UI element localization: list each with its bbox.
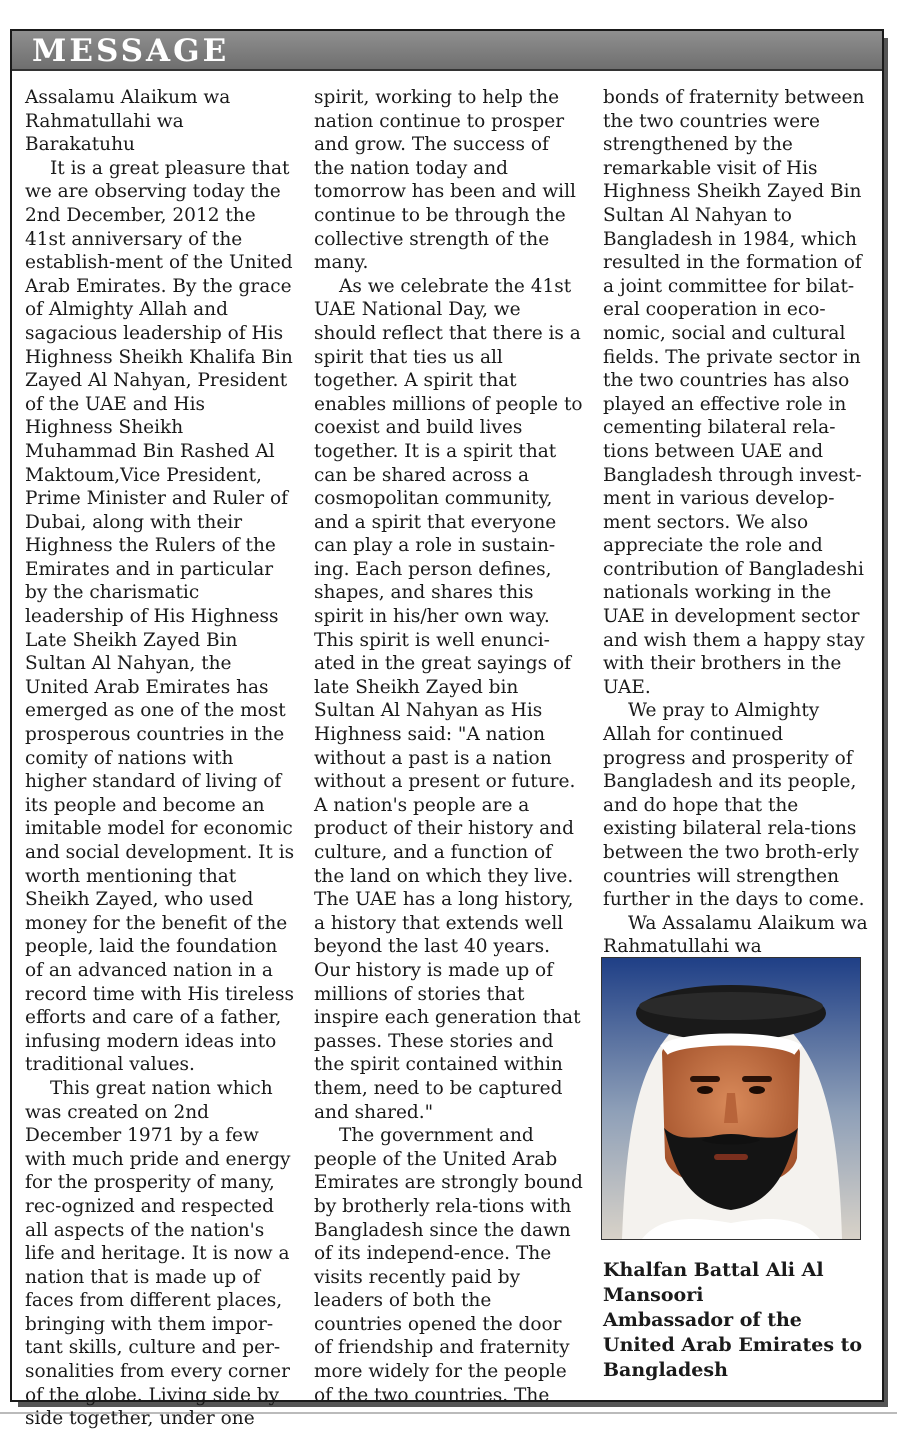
ambassador-name: Khalfan Battal Ali Al Mansoori — [603, 1259, 824, 1306]
article-column-1 — [25, 86, 297, 1431]
frame-shadow-right — [884, 38, 888, 1406]
signature-block — [603, 1258, 873, 1383]
page-title: MESSAGE — [32, 33, 230, 69]
ambassador-title: Ambassador of the United Arab Emirates to Bangladesh — [603, 1309, 863, 1381]
greeting: Assalamu Alaikum wa Rahmatullahi wa Barakatuhu — [25, 87, 231, 156]
paragraph: bonds of fraternity between the two countries were strengthened by the remarkable visit of His Highness Sheikh Zayed Bin Sultan Al Nahyan to Bangladesh in 1984, which resulted in the formation of a joint committee for bilat-eral cooperation in eco-nomic, social and cultural fields. The private sector in the two countries has also played an effective role in cementing bilateral rela-tions between UAE and Bangladesh through invest-ment in various develop-ment sectors. We also appreciate the role and contribution of Bangladeshi nationals working in the UAE in development sector and wish them a happy stay with their brothers in the UAE. — [603, 87, 865, 698]
ambassador-portrait — [601, 957, 861, 1240]
article-column-3 — [603, 86, 871, 983]
paragraph: This great nation which was created on 2nd December 1971 by a few with much pride and energy for the prosperity of many, rec-ognized and respected all aspects of the nation's life and heritage. It is now a nation that is made up of faces from different places, bringing with them impor-tant skills, culture and per-sonalities from every corner of the globe. Living side by side together, under one — [25, 1077, 291, 1430]
header-banner — [12, 31, 882, 71]
paragraph: It is a great pleasure that we are observing today the 2nd December, 2012 the 41st anniversary of the establish-ment of the United Arab Emirates. By the grace of Almighty Allah and sagacious leadership of His Highness Sheikh Khalifa Bin Zayed Al Nahyan, President of the UAE and His Highness Sheikh Muhammad Bin Rashed Al Maktoum,Vice President, Prime Minister and Ruler of Dubai, along with their Highness the Rulers of the Emirates and in particular by the charismatic leadership of His Highness Late Sheikh Zayed Bin Sultan Al Nahyan, the United Arab Emirates has emerged as one of the most prosperous countries in the comity of nations with higher standard of living of its people and become an imitable model for economic and social development. It is worth mentioning that Sheikh Zayed, who used money for the benefit of the people, laid the foundation of an advanced nation in a record time with His tireless efforts and care of a father, infusing modern ideas into traditional values. — [25, 157, 295, 1076]
article-column-2 — [314, 86, 584, 1407]
paragraph: We pray to Almighty Allah for continued progress and prosperity of Bangladesh and its people, and do hope that the existing bilateral rela-tions between the two broth-erly countries will strengthen further in the days to come. — [603, 700, 865, 911]
paragraph: spirit, working to help the nation continue to prosper and grow. The success of the nation today and tomorrow has been and will continue to be through the collective strength of the many. — [314, 87, 576, 274]
paragraph: The government and people of the United Arab Emirates are strongly bound by brotherly rela-tions with Bangladesh since the dawn of its independ-ence. The visits recently paid by leaders of both the countries opened the door of friendship and fraternity more widely for the people of the two countries. The — [314, 1125, 583, 1406]
closing-greeting: Wa Assalamu Alaikum wa Rahmatullahi wa — [603, 912, 868, 958]
paragraph: As we celebrate the 41st UAE National Day, we should reflect that there is a spirit that ties us all together. A spirit that enables millions of people to coexist and build lives together. It is a spirit that can be shared across a cosmopolitan community, and a spirit that everyone can play a role in sustain-ing. Each person defines, shapes, and shares this spirit in his/her own way. This spirit is well enunci-ated in the great sayings of late Sheikh Zayed bin Sultan Al Nahyan as His Highness said: "A nation without a past is a nation without a present or future. A nation's people are a product of their history and culture, and a function of the land on which they live. The UAE has a long history, a history that extends well beyond the last 40 years. Our history is made up of millions of stories that inspire each generation that passes. These stories and the spirit contained within them, need to be captured and shared." — [314, 275, 583, 1123]
